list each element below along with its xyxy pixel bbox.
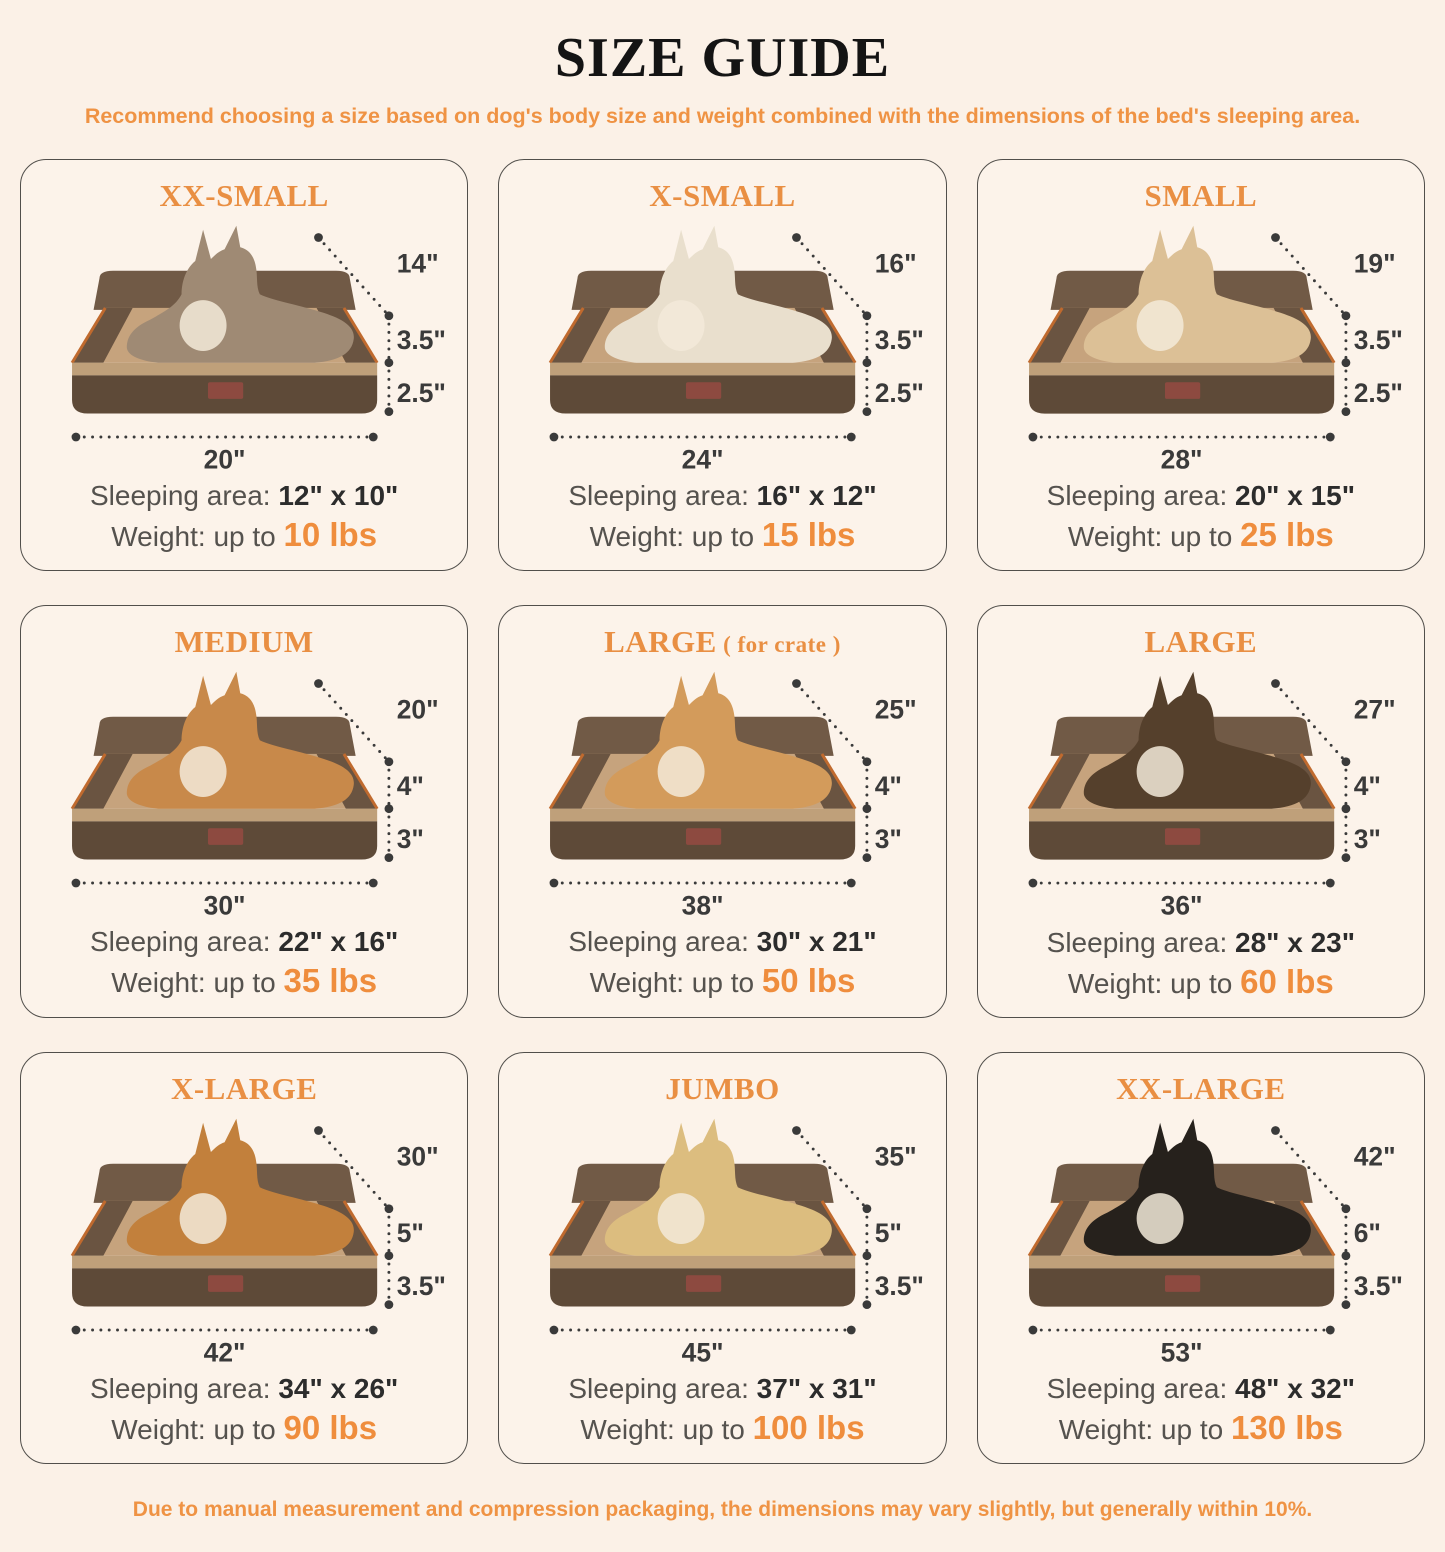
width-dimension [1028, 433, 1334, 473]
width-dimension-label: 28" [1160, 444, 1203, 473]
card-title [507, 624, 937, 660]
width-dimension-label: 36" [1160, 890, 1203, 919]
weight-value: 10 lbs [283, 516, 378, 554]
card-title [986, 178, 1416, 214]
sleeping-area-line [986, 480, 1416, 512]
upper-bolster-label: 6" [1353, 1217, 1381, 1248]
weight-line [986, 963, 1416, 1001]
sleeping-area-line [986, 927, 1416, 959]
width-dimension-label: 53" [1160, 1336, 1203, 1365]
width-dimension [72, 879, 378, 919]
width-dimension [72, 1325, 378, 1365]
weight-line [986, 516, 1416, 554]
upper-bolster-label: 3.5" [396, 325, 446, 356]
sleeping-area-label: Sleeping area: [89, 926, 271, 958]
width-dimension [550, 1325, 856, 1365]
width-dimension [1028, 1325, 1334, 1365]
bed-illustration [986, 1109, 1416, 1365]
lower-base-label: 2.5" [1353, 377, 1403, 408]
weight-label: Weight: up to [1067, 521, 1233, 553]
weight-value: 90 lbs [283, 1408, 378, 1446]
weight-label: Weight: up to [580, 1413, 745, 1445]
sleeping-area-value: 34" x 26" [278, 1372, 399, 1404]
sleeping-area-label: Sleeping area: [1046, 926, 1228, 958]
weight-value: 100 lbs [752, 1408, 865, 1446]
size-name: MEDIUM [174, 624, 314, 660]
weight-line [29, 962, 459, 1000]
weight-value: 130 lbs [1231, 1408, 1343, 1446]
bolster-dimensions [385, 1204, 446, 1309]
sleeping-area-label: Sleeping area: [568, 1372, 749, 1404]
size-name-suffix: ( for crate ) [716, 632, 841, 658]
page-title: SIZE GUIDE [554, 27, 891, 89]
sleeping-area-value: 37" x 31" [756, 1372, 877, 1404]
size-name: XX-SMALL [159, 178, 329, 213]
size-name: LARGE [1144, 624, 1258, 660]
weight-line [507, 962, 937, 1000]
width-dimension-label: 45" [681, 1336, 724, 1365]
sleeping-area-value: 12" x 10" [278, 480, 399, 512]
size-card-jumbo [498, 1052, 946, 1464]
weight-label: Weight: up to [111, 1413, 276, 1445]
sleeping-area-value: 28" x 23" [1235, 926, 1355, 958]
height-dimension-label: 14" [396, 248, 439, 279]
sleeping-area-value: 22" x 16" [278, 926, 399, 958]
height-dimension-label: 16" [875, 248, 917, 279]
width-dimension-label: 42" [203, 1336, 246, 1365]
bolster-dimensions [385, 758, 424, 863]
sleeping-area-line [507, 480, 937, 512]
lower-base-label: 2.5" [875, 377, 925, 408]
upper-bolster-label: 4" [1353, 771, 1381, 802]
bed-illustration [29, 662, 459, 918]
bed-illustration [507, 1109, 937, 1365]
card-title [29, 624, 459, 660]
sleeping-area-line [507, 1373, 937, 1405]
bed-illustration [507, 216, 937, 472]
width-dimension-label: 24" [681, 444, 724, 473]
size-card-small [977, 159, 1425, 571]
weight-line [29, 1409, 459, 1447]
size-card-medium [20, 605, 468, 1017]
bolster-dimensions [863, 1204, 924, 1309]
page-subtitle: Recommend choosing a size based on dog's body size and weight combined with the dimensions of the bed's sleeping area. [84, 104, 1361, 128]
card-title [986, 1071, 1416, 1107]
sleeping-area-label: Sleeping area: [1046, 480, 1228, 512]
bed-illustration [507, 662, 937, 918]
card-title [29, 1071, 459, 1107]
size-grid [20, 159, 1425, 1464]
sleeping-area-line [29, 926, 459, 958]
bolster-dimensions [1341, 758, 1380, 863]
bolster-dimensions [1341, 311, 1402, 416]
upper-bolster-label: 5" [875, 1217, 903, 1248]
width-dimension [1028, 879, 1334, 919]
weight-value: 35 lbs [283, 962, 378, 1000]
card-title [507, 1071, 937, 1107]
width-dimension-label: 20" [203, 444, 246, 473]
size-card-x-large [20, 1052, 468, 1464]
height-dimension-label: 35" [875, 1141, 917, 1172]
weight-line [507, 516, 937, 554]
height-dimension-label: 27" [1353, 694, 1396, 725]
weight-value: 60 lbs [1240, 962, 1334, 1000]
bed-illustration [986, 216, 1416, 472]
weight-label: Weight: up to [589, 521, 755, 553]
bolster-dimensions [863, 758, 902, 863]
width-dimension [550, 433, 856, 473]
bed-illustration [29, 216, 459, 472]
sleeping-area-label: Sleeping area: [1046, 1372, 1228, 1404]
bed-illustration [29, 1109, 459, 1365]
height-dimension-label: 19" [1353, 248, 1396, 279]
weight-value: 50 lbs [761, 962, 856, 1000]
lower-base-label: 2.5" [396, 377, 446, 408]
upper-bolster-label: 4" [396, 771, 424, 802]
sleeping-area-label: Sleeping area: [89, 1372, 271, 1404]
size-card-xx-large [977, 1052, 1425, 1464]
sleeping-area-value: 20" x 15" [1235, 480, 1355, 512]
size-card-x-small [498, 159, 946, 571]
sleeping-area-line [986, 1373, 1416, 1405]
sleeping-area-value: 30" x 21" [756, 926, 877, 958]
height-dimension-label: 20" [396, 694, 439, 725]
sleeping-area-label: Sleeping area: [568, 926, 749, 958]
weight-line [986, 1409, 1416, 1447]
size-name: LARGE [604, 624, 717, 660]
weight-label: Weight: up to [111, 521, 276, 553]
width-dimension-label: 30" [203, 890, 246, 919]
upper-bolster-label: 3.5" [1353, 325, 1403, 356]
size-card-large [977, 605, 1425, 1017]
sleeping-area-label: Sleeping area: [89, 480, 271, 512]
card-title [986, 624, 1416, 660]
weight-label: Weight: up to [589, 967, 755, 999]
weight-line [29, 516, 459, 554]
width-dimension [550, 879, 856, 919]
upper-bolster-label: 5" [396, 1217, 424, 1248]
size-card-xx-small [20, 159, 468, 571]
card-title [507, 178, 937, 214]
size-name: SMALL [1144, 178, 1258, 213]
size-name: X-SMALL [649, 178, 796, 213]
sleeping-area-label: Sleeping area: [568, 480, 749, 512]
bolster-dimensions [863, 311, 924, 416]
lower-base-label: 3.5" [396, 1270, 446, 1301]
upper-bolster-label: 4" [875, 771, 903, 802]
size-name: XX-LARGE [1116, 1070, 1286, 1106]
size-name: X-LARGE [170, 1070, 318, 1106]
sleeping-area-line [507, 926, 937, 958]
upper-bolster-label: 3.5" [875, 325, 925, 356]
height-dimension-label: 25" [875, 694, 917, 725]
weight-label: Weight: up to [111, 967, 276, 999]
sleeping-area-value: 48" x 32" [1235, 1372, 1355, 1404]
width-dimension [72, 433, 378, 473]
lower-base-label: 3" [396, 824, 424, 855]
footer-disclaimer: Due to manual measurement and compression packaging, the dimensions may vary slightly, but generally within 10%. [132, 1497, 1313, 1521]
sleeping-area-line [29, 480, 459, 512]
bolster-dimensions [385, 311, 446, 416]
weight-line [507, 1409, 937, 1447]
lower-base-label: 3" [875, 824, 903, 855]
sleeping-area-value: 16" x 12" [756, 480, 877, 512]
width-dimension-label: 38" [681, 890, 724, 919]
card-title [29, 178, 459, 214]
height-dimension-label: 30" [396, 1141, 439, 1172]
lower-base-label: 3.5" [1353, 1270, 1403, 1301]
weight-label: Weight: up to [1067, 967, 1233, 999]
weight-label: Weight: up to [1058, 1413, 1224, 1445]
sleeping-area-line [29, 1373, 459, 1405]
size-card-large-for-crate [498, 605, 946, 1017]
lower-base-label: 3.5" [875, 1270, 925, 1301]
weight-value: 25 lbs [1240, 516, 1334, 554]
height-dimension-label: 42" [1353, 1141, 1396, 1172]
bed-illustration [986, 662, 1416, 918]
size-name: JUMBO [665, 1070, 780, 1106]
weight-value: 15 lbs [761, 516, 856, 554]
lower-base-label: 3" [1353, 824, 1381, 855]
bolster-dimensions [1341, 1204, 1402, 1309]
